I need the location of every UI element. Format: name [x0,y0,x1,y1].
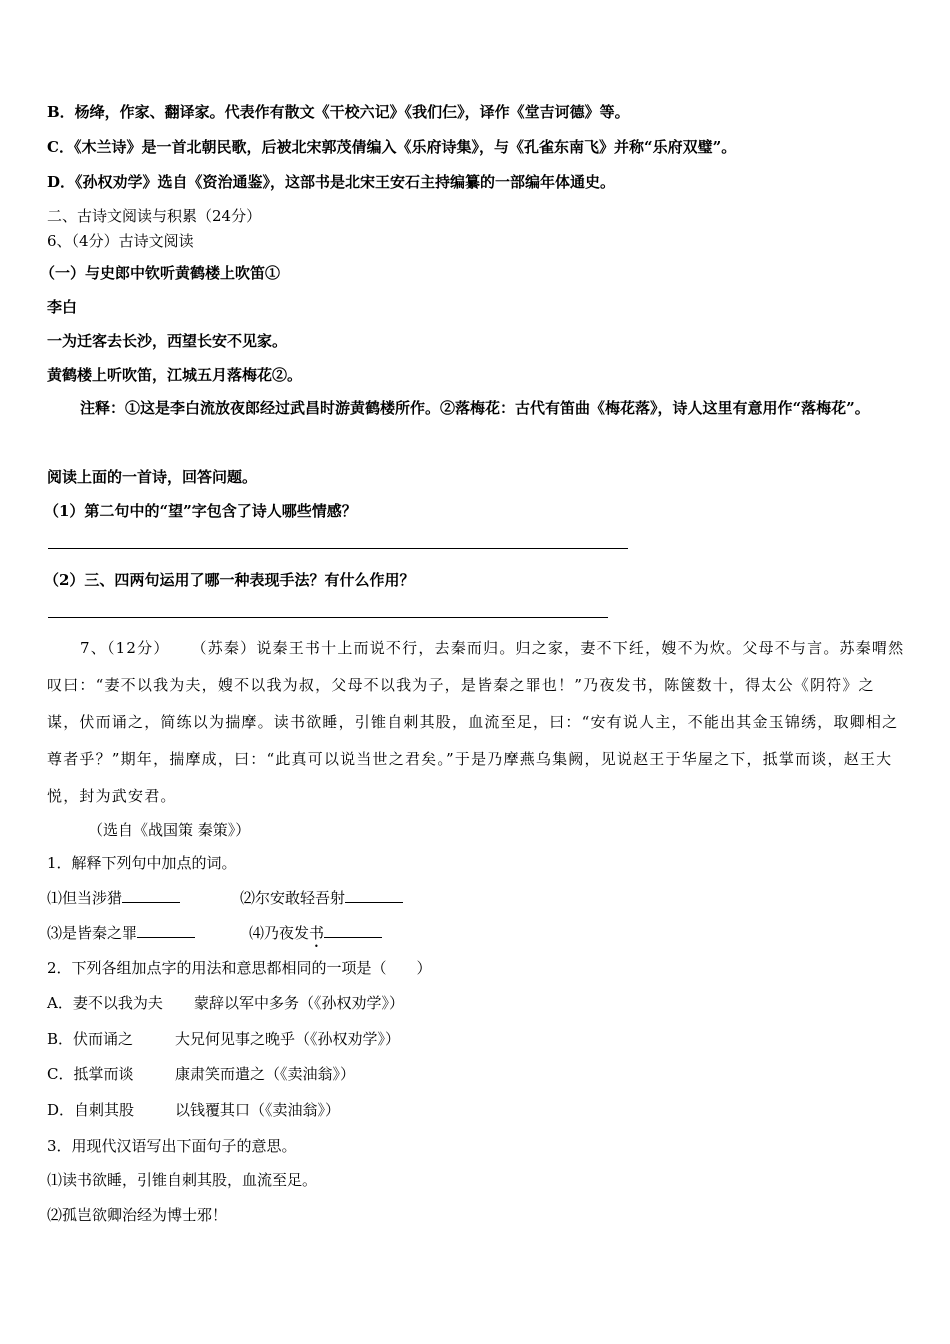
section-heading: 二、古诗文阅读与积累（24分） [47,207,262,225]
task-1-item-3: ⑶是皆秦之罪 [47,924,138,942]
option-b-left: B．伏而诵之 [47,1030,134,1048]
poem-title: （一）与史郎中钦听黄鹤楼上吹笛① [40,264,281,282]
task-1-row-1 [47,887,910,908]
task-1-prompt: 1．解释下列句中加点的词。 [47,854,237,872]
task-1-item-4: ⑷乃夜发 [249,924,310,942]
answer-line-1[interactable] [48,548,628,549]
passage-text: （苏秦）说秦王书十上而说不行，去秦而归。归之家，妻不下纴，嫂不为炊。父母不与言。苏秦喟然叹曰：“妻不以我为夫，嫂不以我为叔，父母不以我为子，是皆秦之罪也！”乃夜发书，陈箧数十，得太公《阴符》之谋，伏而诵之，简练以为揣摩。读书欲睡，引锥自刺其股，血流至足，曰：“安有说人主，不能出其金玉锦绣，取卿相之尊者乎？”期年，揣摩成，曰：“此真可以说当世之君矣。”于是乃摩燕乌集阙，见说赵王于华屋之下，抵掌而谈，赵王大悦，封为武安君。 [47,639,905,805]
option-b: B．杨绛，作家、翻译家。代表作有散文《干校六记》《我们仨》，译作《堂吉诃德》等。 [47,103,630,121]
option-d-right: 以钱覆其口（《卖油翁》） [175,1101,341,1119]
blank-2[interactable] [345,887,403,903]
option-d-left: D．自刺其股 [47,1101,135,1119]
poem-line-2: 黄鹤楼上听吹笛，江城五月落梅花②。 [47,366,303,384]
option-b-right: 大兄何见事之晚乎（《孙权劝学》） [175,1030,401,1048]
poem-author: 李白 [47,298,78,316]
task-2-option-c [47,1064,910,1084]
task-3-item-2: ⑵孤岂欲卿治经为博士邪！ [47,1206,228,1224]
dotted-word: 书 [309,924,325,942]
option-d: D．《孙权劝学》选自《资治通鉴》，这部书是北宋王安石主持编纂的一部编年体通史。 [47,173,616,191]
task-1-item-1: ⑴但当涉猎 [47,889,123,907]
blank-4[interactable] [324,922,382,938]
option-c-right: 康肃笑而遣之（《卖油翁》） [175,1065,356,1083]
option-a-left: A．妻不以我为夫 [47,994,163,1012]
answer-line-2[interactable] [48,617,608,618]
task-2-prompt: 2．下列各组加点字的用法和意思都相同的一项是（ ） [47,959,432,977]
question-7-label: 7、（12分） [80,639,170,657]
task-1-row-2 [47,922,910,951]
blank-1[interactable] [122,887,180,903]
task-1-item-2: ⑵尔安敢轻吾射 [240,889,346,907]
option-c: C．《木兰诗》是一首北朝民歌，后被北宋郭茂倩编入《乐府诗集》，与《孔雀东南飞》并称“乐府双璧”。 [47,138,737,156]
blank-3[interactable] [137,922,195,938]
option-c-left: C．抵掌而谈 [47,1065,134,1083]
poem-note: 注释：①这是李白流放夜郎经过武昌时游黄鹤楼所作。②落梅花：古代有笛曲《梅花落》，诗人这里有意用作“落梅花”。 [80,399,870,417]
poem-line-1: 一为迁客去长沙，西望长安不见家。 [47,332,288,350]
classical-passage [47,630,905,815]
sub-question-2: （2）三、四两句运用了哪一种表现手法？有什么作用？ [44,571,415,589]
task-3-item-1: ⑴读书欲睡，引锥自刺其股，血流至足。 [47,1171,318,1189]
option-a-right: 蒙辞以军中多务（《孙权劝学》） [194,994,405,1012]
question-6-label: 6、（4分）古诗文阅读 [47,232,194,250]
task-2-option-a [47,993,910,1013]
task-3-prompt: 3．用现代汉语写出下面句子的意思。 [47,1137,297,1155]
passage-source: （选自《战国策 秦策》） [88,821,251,839]
task-2-option-d [47,1100,910,1120]
reading-instruction: 阅读上面的一首诗，回答问题。 [47,468,258,486]
task-2-option-b [47,1029,910,1049]
sub-question-1: （1）第二句中的“望”字包含了诗人哪些情感？ [44,502,357,520]
